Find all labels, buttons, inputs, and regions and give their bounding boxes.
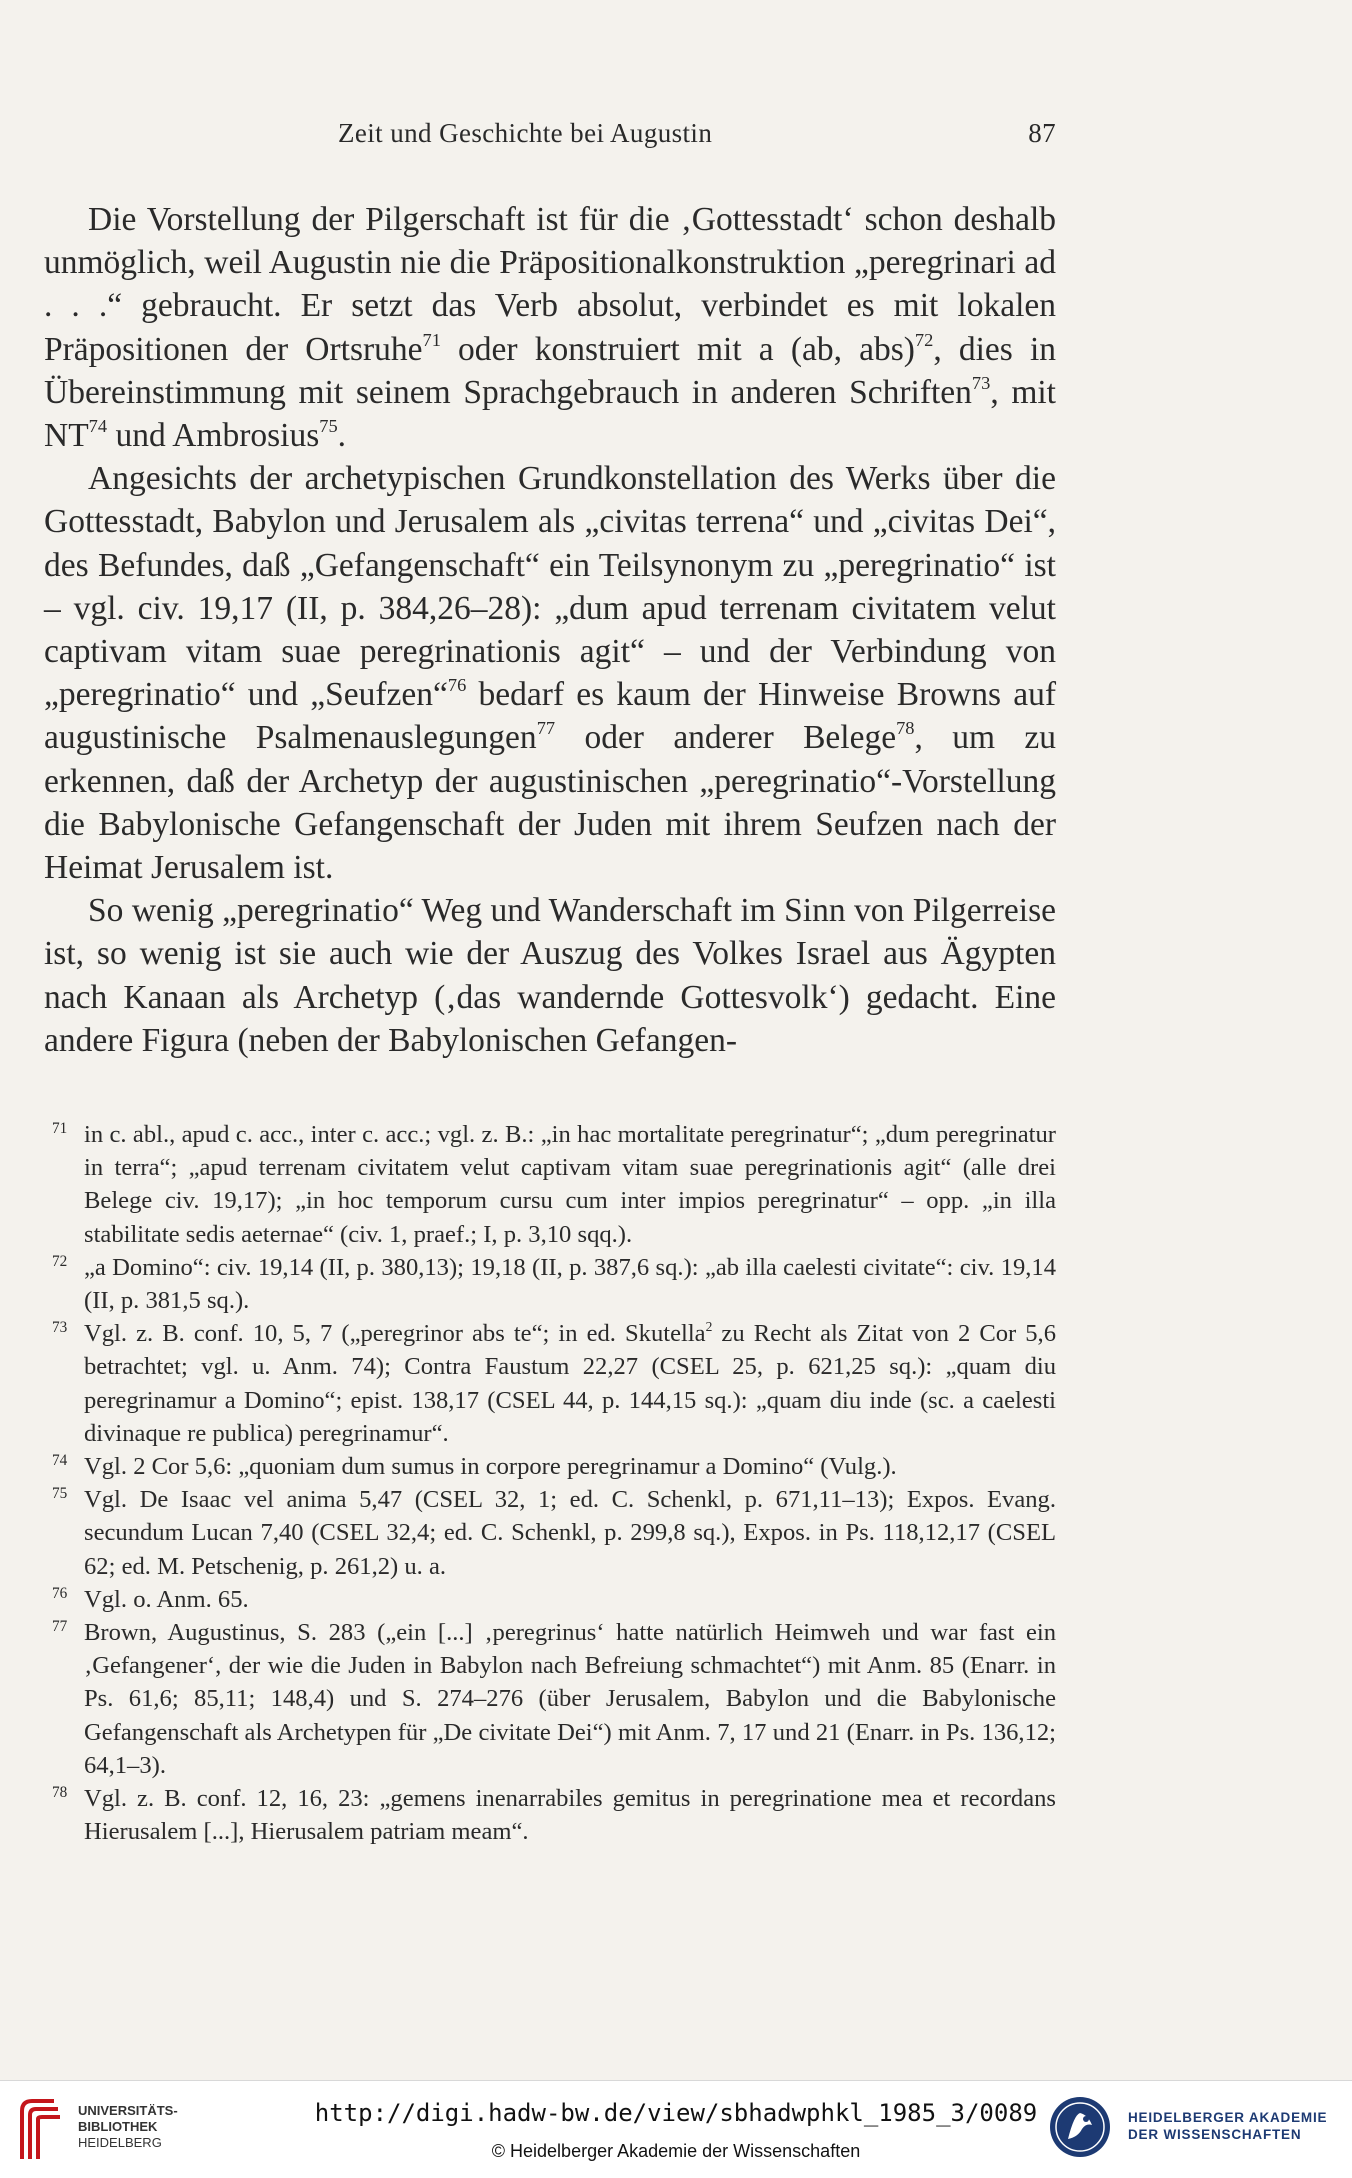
footnote-number: 72 — [52, 1252, 68, 1270]
text-run: „a Domino“: civ. 19,14 (II, p. 380,13); 19,18 (II, p. 387,6 sq.): „ab illa caelesti civitate“: civ. 19,14 (II, p. 381,5 sq.). — [84, 1253, 1056, 1315]
text-run: Vgl. o. Anm. 65. — [84, 1585, 249, 1613]
footnote-ref: 74 — [88, 416, 108, 437]
text-run: , um zu erkennen, daß der Archetyp der augustinischen „peregrinatio“-Vorstellung die Babylonische Gefangenschaft der Juden mit ihrem Seufzen nach der Heimat Jerusalem ist. — [44, 719, 1056, 887]
main-text — [44, 198, 1056, 1062]
footnote-number: 75 — [52, 1485, 68, 1503]
footnote-ref: 76 — [447, 675, 467, 696]
paragraph — [44, 457, 1056, 889]
academy-name — [1128, 2109, 1327, 2143]
text-run: , dies in Übereinstimmung mit seinem Sprachgebrauch in anderen Schriften — [44, 330, 1056, 411]
footnote-ref: 78 — [896, 718, 915, 739]
footnote-text — [84, 1450, 1056, 1483]
copyright-notice: © Heidelberger Akademie der Wissenschaften — [491, 2141, 861, 2161]
footnote-text — [84, 1317, 1056, 1450]
footnote-ref: 71 — [422, 329, 441, 350]
paragraph — [44, 889, 1056, 1062]
footnote-text — [84, 1782, 1056, 1848]
text-run: Angesichts der archetypischen Grundkonstellation des Werks über die Gottesstadt, Babylon und Jerusalem als „civitas terrena“ und „civitas Dei“, des Befundes, daß „Gefangenschaft“ ein Teilsynonym zu „peregrinatio“ ist – vgl. civ. 19,17 (II, p. 384,26–28): „dum apud terrenam civitatem velut captivam vitam suae peregrinationis agit“ – und der Verbindung von „peregrinatio“ und „Seufzen“ — [44, 460, 1056, 714]
footnote-text — [84, 1118, 1056, 1251]
text-run: Vgl. 2 Cor 5,6: „quoniam dum sumus in corpore peregrinamur a Domino“ (Vulg.). — [84, 1453, 897, 1481]
footnote — [44, 1782, 1056, 1848]
footnotes — [44, 1118, 1056, 1848]
page-number: 87 — [1028, 118, 1056, 148]
text-run: , mit NT — [44, 373, 1056, 455]
footnote-ref: 77 — [536, 718, 556, 739]
footnote-text — [84, 1251, 1056, 1317]
footnote-number: 73 — [52, 1319, 68, 1337]
library-name-line: HEIDELBERG — [78, 2135, 162, 2150]
library-name-line: BIBLIOTHEK — [78, 2119, 158, 2134]
text-run: Vgl. De Isaac vel anima 5,47 (CSEL 32, 1; ed. C. Schenkl, p. 671,11–13); Expos. Evang. secundum Lucan 7,40 (CSEL 32,4; ed. C. Schenkl, p. 299,8 sq.), Expos. in Ps. 118,12,17 (CSEL 62; ed. M. Petschenig, p. 261,2) u. a. — [84, 1486, 1056, 1580]
text-run: Vgl. z. B. conf. 12, 16, 23: „gemens inenarrabiles gemitus in peregrinatione mea et recordans Hierusalem [...], Hierusalem patriam meam“. — [84, 1785, 1056, 1846]
text-run: oder anderer Belege — [555, 719, 897, 757]
text-run: und Ambrosius — [107, 417, 320, 455]
footnote-number: 71 — [52, 1120, 68, 1137]
footnote-ref: 2 — [705, 1319, 713, 1335]
footnote — [44, 1450, 1056, 1483]
academy-name-line: DER WISSENSCHAFTEN — [1128, 2127, 1302, 2142]
footnote — [44, 1583, 1056, 1616]
text-run: Vgl. z. B. conf. 10, 5, 7 („peregrinor abs te“; in ed. Skutella — [84, 1320, 706, 1348]
text-run: . — [337, 417, 347, 455]
text-run: So wenig „peregrinatio“ Weg und Wanderschaft im Sinn von Pilgerreise ist, so wenig ist sie auch wie der Auszug des Volkes Israel aus Ägypten nach Kanaan als Archetyp (‚das wandernde Gottesvolk‘) gedacht. Eine andere Figura (neben der Babylonischen Gefangen- — [44, 892, 1056, 1059]
footnote-number: 77 — [52, 1618, 68, 1636]
footer-bar — [0, 2080, 1352, 2178]
footnote-number: 78 — [52, 1784, 68, 1802]
permalink-url[interactable]: http://digi.hadw-bw.de/view/sbhadwphkl_1985_3/0089 — [314, 2099, 1038, 2127]
footnote — [44, 1483, 1056, 1583]
text-run: Brown, Augustinus, S. 283 („ein [...] ‚peregrinus‘ hatte natürlich Heimweh und war fast ein ‚Gefangener‘, der wie die Juden in Babylon nach Befreiung schmachtet“) mit Anm. 85 (Enarr. in Ps. 61,6; 85,11; 148,4) und S. 274–276 (über Jerusalem, Babylon und die Babylonische Gefangenschaft als Archetypen für „De civitate Dei“) mit Anm. 7, 17 und 21 (Enarr. in Ps. 136,12; 64,1–3). — [84, 1619, 1056, 1779]
footnote-ref: 73 — [971, 373, 991, 393]
text-run: oder konstruiert mit a (ab, abs) — [440, 330, 915, 368]
paragraph — [44, 198, 1056, 457]
footnote-text — [84, 1483, 1056, 1583]
footnote — [44, 1118, 1056, 1251]
footnote-number: 74 — [52, 1452, 68, 1470]
hadw-seal-icon[interactable] — [1048, 2095, 1112, 2159]
footnote-ref: 75 — [319, 416, 338, 437]
running-header — [44, 118, 1056, 158]
text-run: Die Vorstellung der Pilgerschaft ist für die ‚Gottesstadt‘ schon deshalb unmöglich, weil Augustin nie die Präpositionalkonstruktion „peregrinari ad . . .“ gebraucht. Er setzt das Verb absolut, verbindet es mit lokalen Präpositionen der Ortsruhe — [44, 201, 1056, 368]
text-run: bedarf es kaum der Hinweise Browns auf augustinische Psalmenauslegungen — [44, 676, 1056, 757]
academy-name-line: HEIDELBERGER AKADEMIE — [1128, 2110, 1328, 2125]
footnote-number: 76 — [52, 1584, 68, 1602]
running-title: Zeit und Geschichte bei Augustin — [338, 118, 713, 148]
text-run: in c. abl., apud c. acc., inter c. acc.; vgl. z. B.: „in hac mortalitate peregrinatur“; „dum peregrinatur in terra“; „apud terrenam civitatem velut captivam vitam suae peregrinationis agit“ (alle drei Belege civ. 19,17); „in hoc temporum cursu cum inter impios peregrinatur“ – opp. „in illa stabilitate sedis aeternae“ (civ. 1, praef.; I, p. 3,10 sqq.). — [84, 1121, 1056, 1248]
footnote-text — [84, 1583, 1056, 1616]
footnote — [44, 1317, 1056, 1450]
footnote-ref: 72 — [914, 329, 934, 350]
footnote — [44, 1251, 1056, 1317]
footnote-text — [84, 1616, 1056, 1782]
library-name-line: UNIVERSITÄTS- — [78, 2103, 178, 2118]
footnote — [44, 1616, 1056, 1782]
text-run: zu Recht als Zitat von 2 Cor 5,6 betrachtet; vgl. u. Anm. 74); Contra Faustum 22,27 (CSEL 25, p. 621,25 sq.): „quam diu peregrinamur a Domino“; epist. 138,17 (CSEL 44, p. 144,15 sq.): „quam diu inde (sc. a caelesti divinaque re publica) peregrinamur“. — [84, 1320, 1057, 1447]
